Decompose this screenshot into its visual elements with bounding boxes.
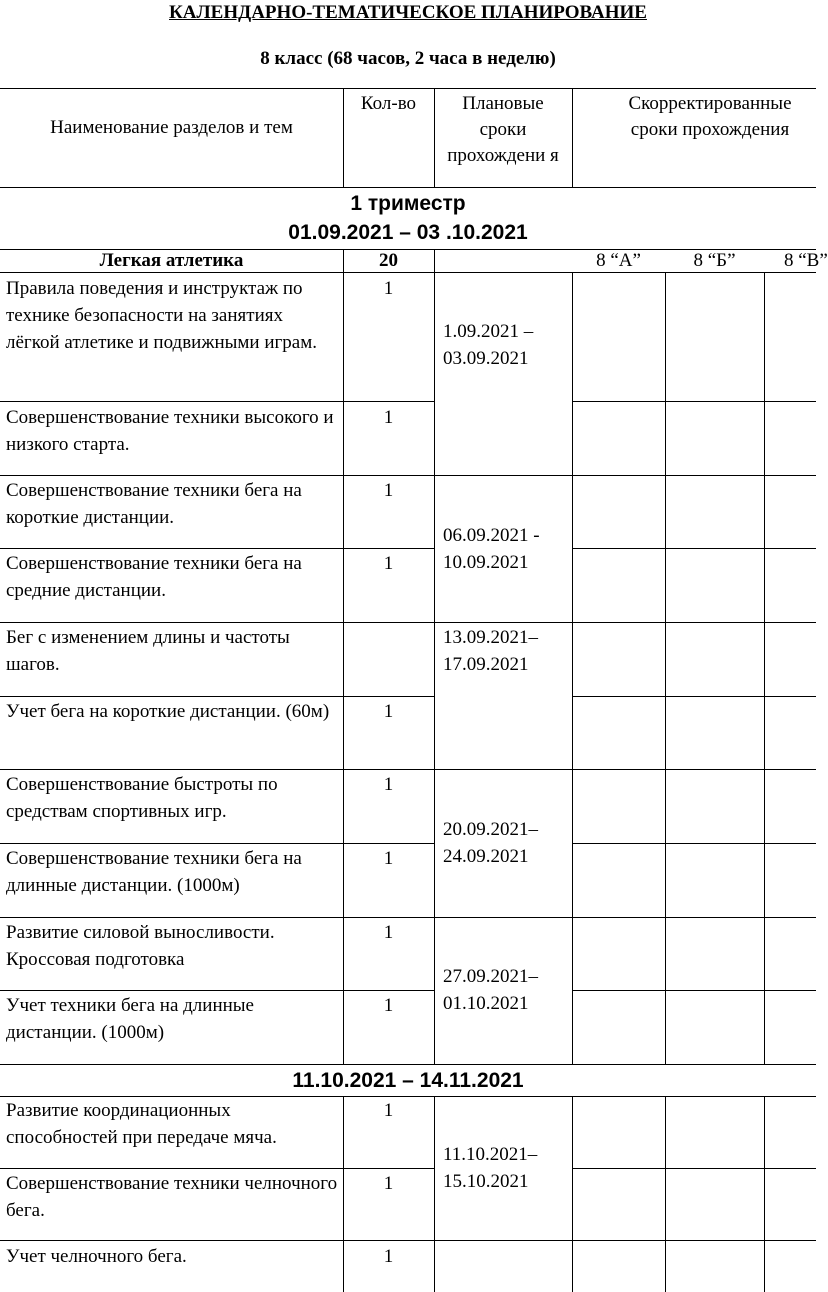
table-border [0,917,816,918]
date-cell: 27.09.2021– 01.10.2021 [443,966,538,1014]
date-cell: 11.10.2021– 15.10.2021 [443,1144,538,1192]
count-cell: 1 [383,922,394,943]
date-cell: 1.09.2021 – 03.09.2021 [443,321,534,369]
date-cell: 06.09.2021 - 10.09.2021 [443,525,540,573]
topic-cell: Учет техники бега на длинные дистанции. (1000м) [6,995,254,1043]
count-cell: 1 [383,1100,394,1121]
table-border [434,88,435,187]
table-border [434,249,435,1064]
table-border [572,696,816,697]
date-cell: 20.09.2021– 24.09.2021 [443,819,538,867]
table-border [0,769,816,770]
count-cell: 1 [383,407,394,428]
table-border [764,1096,765,1292]
document-subtitle: 8 класс (68 часов, 2 часа в неделю) [260,48,556,69]
count-cell: 1 [383,480,394,501]
class-b-label: 8 “Б” [693,250,736,271]
table-border [764,272,765,1064]
topic-cell: Развитие координационных способностей при передаче мяча. [6,1100,277,1148]
count-cell: 1 [383,848,394,869]
table-border [572,990,816,991]
topic-cell: Учет бега на короткие дистанции. (60м) [6,701,330,722]
table-border [0,401,434,402]
topic-cell: Правила поведения и инструктаж по технике безопасности на занятиях лёгкой атлетике и подвижными играм. [6,278,318,353]
header-corrected: Скорректированные сроки прохождения [628,93,792,140]
topic-cell: Совершенствование техники бега на короткие дистанции. [6,480,302,528]
table-border [434,1096,435,1292]
topic-cell: Совершенствование техники бега на длинные дистанции. (1000м) [6,848,302,896]
class-c-label: 8 “В” [784,250,828,271]
table-border [572,88,573,187]
table-border [572,548,816,549]
table-border [0,88,816,89]
table-border [0,696,434,697]
date-cell: 13.09.2021– 17.09.2021 [443,627,538,675]
topic-cell: Совершенствование техники челночного бега. [6,1173,338,1221]
term-label: 1 триместр [350,192,466,215]
header-name: Наименование разделов и тем [50,117,293,138]
table-border [665,1096,666,1292]
count-cell: 1 [383,1246,394,1267]
count-cell: 1 [383,1173,394,1194]
header-planned: Плановые сроки прохождени я [447,93,559,166]
count-cell: 1 [383,774,394,795]
topic-cell: Бег с изменением длины и частоты шагов. [6,627,290,675]
table-border [572,1096,573,1292]
table-border [572,401,816,402]
count-cell: 1 [383,701,394,722]
table-border [0,187,816,188]
topic-cell: Учет челночного бега. [6,1246,187,1267]
table-border [0,990,434,991]
count-cell: 1 [383,995,394,1016]
header-count: Кол-во [360,93,417,114]
table-border [0,1240,816,1241]
table-border [0,475,816,476]
table-border [572,843,816,844]
table-border [0,1064,816,1065]
document-title: КАЛЕНДАРНО-ТЕМАТИЧЕСКОЕ ПЛАНИРОВАНИЕ [169,2,647,23]
topic-cell: Совершенствование техники высокого и низкого старта. [6,407,334,455]
section-count: 20 [379,250,398,271]
table-border [0,548,434,549]
table-border [572,272,573,1064]
table-border [665,272,666,1064]
topic-cell: Совершенствование техники бега на средние дистанции. [6,553,302,601]
table-border [0,622,816,623]
table-border [572,1168,816,1169]
table-border [0,1168,434,1169]
count-cell: 1 [383,278,394,299]
count-cell: 1 [383,553,394,574]
topic-cell: Совершенствование быстроты по средствам спортивных игр. [6,774,278,822]
table-border [0,843,434,844]
topic-cell: Развитие силовой выносливости. Кроссовая подготовка [6,922,275,970]
term-range: 11.10.2021 – 14.11.2021 [292,1069,524,1092]
section-name: Легкая атлетика [99,250,244,271]
term-range: 01.09.2021 – 03 .10.2021 [288,221,528,244]
class-a-label: 8 “А” [596,250,641,271]
